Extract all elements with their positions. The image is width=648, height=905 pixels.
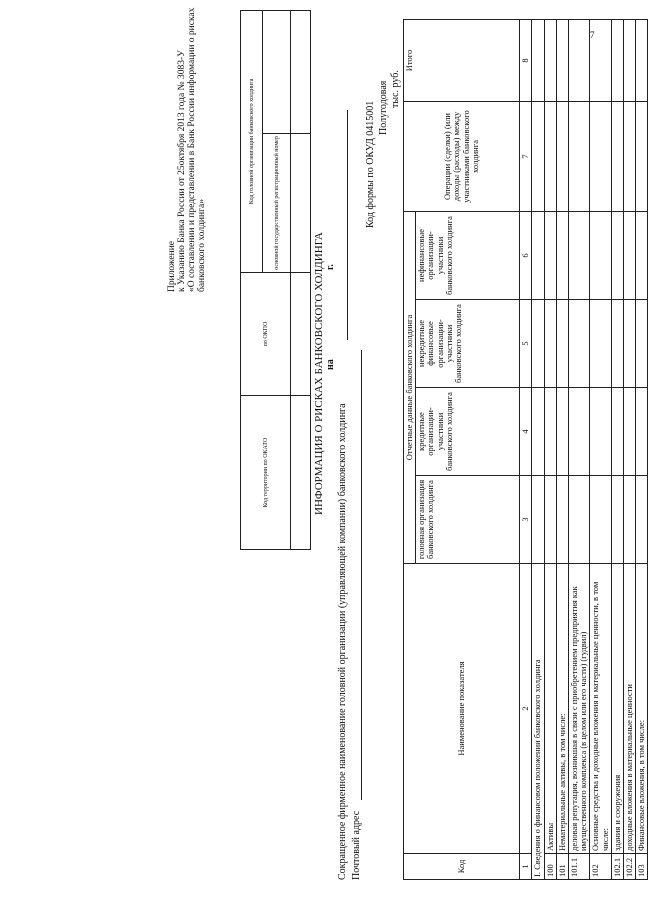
head-org-code-header: Код головной организации банковского холдинга [241,11,263,273]
data-cell[interactable] [532,102,544,212]
okato-code-header: Код территории по ОКАТО [241,396,291,550]
operations-column-header: Операции (сделки) (или доходы (расходы) между участниками банковского холдинга [404,102,520,212]
data-cell[interactable] [636,212,648,300]
data-cell[interactable] [636,300,648,388]
data-cell[interactable] [590,212,611,300]
data-cell[interactable] [624,20,636,102]
data-cell[interactable] [556,212,568,300]
okpo-code-header: по ОКПО [241,272,291,396]
short-name-label: Сокращенное фирменное наименование головной организации (управляющей компании) банковского холдинга [337,403,348,880]
table-row [611,20,623,880]
row-name: Нематериальные активы, в том числе: [556,564,568,854]
data-cell[interactable] [569,212,590,300]
data-cell[interactable] [532,300,544,388]
table-row [590,20,611,880]
reporting-data-header: Отчетные данные банковского холдинга [404,212,416,564]
row-name: Основные средства и доходные вложения в материальные ценности, в том числе: [590,564,611,854]
row-name: Активы [544,564,556,854]
data-cell[interactable] [556,476,568,564]
data-cell[interactable] [624,476,636,564]
table-row [556,20,568,880]
head-org-column-header: головная организация банковского холдинга [416,476,520,564]
row-name: здания и сооружения [611,564,623,854]
short-name-line[interactable] [347,110,348,340]
data-cell[interactable] [556,102,568,212]
appendix-line-3: «О составлении и представлении в Банк России информации о рисках [187,7,197,292]
nonfin-orgs-column-header: нефинансовые организации-участники банковского холдинга [416,212,520,300]
section-heading: I. Сведения о финансовом положении банковского холдинга [532,564,544,880]
data-cell[interactable] [556,20,568,102]
reg-number-extra-cell [263,11,291,134]
column-number: 2 [520,564,532,854]
row-name: деловая репутация, возникшая в связи с приобретением предприятия как имущественного комплекса (в целом или его части) (гудвил) [569,564,590,854]
data-cell[interactable] [624,212,636,300]
data-cell[interactable] [611,476,623,564]
data-cell[interactable] [532,212,544,300]
data-cell[interactable] [569,388,590,476]
total-column-header: Итого [404,20,520,102]
data-cell[interactable] [636,476,648,564]
column-number: 1 [520,854,532,880]
address-line[interactable] [361,350,362,800]
period-label: Полугодовая [378,80,389,135]
column-number: 5 [520,300,532,388]
row-code: 103 [636,854,648,880]
row-code: 101 [556,854,568,880]
data-cell[interactable] [569,300,590,388]
data-cell[interactable] [636,20,648,102]
okpo-code-value[interactable] [291,272,311,396]
form-code: Код формы по ОКУД 0415001 [365,100,376,228]
year-label: г. [325,264,336,270]
reg-number-value[interactable] [291,134,311,273]
data-cell[interactable] [611,102,623,212]
data-cell[interactable] [611,212,623,300]
data-cell[interactable] [590,300,611,388]
column-number: 3 [520,476,532,564]
row-code: 102.1 [611,854,623,880]
data-cell[interactable] [544,20,556,102]
name-column-header: Наименование показателя [404,564,520,854]
on-date-label: на [325,359,336,370]
reg-number-header: основной государственный регистрационный номер [263,134,291,273]
data-cell[interactable] [532,476,544,564]
data-cell[interactable] [544,102,556,212]
table-row [569,20,590,880]
rotated-page [165,0,647,880]
data-cell[interactable] [544,212,556,300]
appendix-line-2: к Указанию Банка России от 25октября 2013 года № 3083-У [177,50,187,292]
data-cell[interactable] [590,20,611,102]
data-cell[interactable] [590,388,611,476]
row-code: 102 [590,854,611,880]
data-cell[interactable] [556,388,568,476]
data-cell[interactable] [532,20,544,102]
page-number: 7 [590,30,595,40]
data-cell[interactable] [569,476,590,564]
data-cell[interactable] [590,476,611,564]
code-column-header: Код [404,854,520,880]
data-cell[interactable] [636,102,648,212]
table-row [544,20,556,880]
form-title: ИНФОРМАЦИЯ О РИСКАХ БАНКОВСКОГО ХОЛДИНГА [313,232,325,515]
row-code: 101.1 [569,854,590,880]
data-cell[interactable] [590,102,611,212]
data-cell[interactable] [611,388,623,476]
appendix-line-4: банковского холдинга» [197,199,207,292]
units-label: тыс. руб. [390,70,401,108]
address-label: Почтовый адрес [351,810,362,880]
data-cell[interactable] [611,20,623,102]
reg-number-extra-value[interactable] [291,11,311,134]
row-code: 102.2 [624,854,636,880]
data-cell[interactable] [611,300,623,388]
data-cell[interactable] [569,20,590,102]
code-box [240,10,311,550]
data-cell[interactable] [624,388,636,476]
data-cell[interactable] [556,300,568,388]
data-cell[interactable] [532,388,544,476]
data-cell[interactable] [624,102,636,212]
row-code: 100 [544,854,556,880]
table-row [636,20,648,880]
column-number: 4 [520,388,532,476]
column-number: 7 [520,102,532,212]
credit-orgs-column-header: кредитные организации-участники банковского холдинга [416,388,520,476]
main-table [403,19,648,880]
table-row [624,20,636,880]
data-cell[interactable] [636,388,648,476]
row-name: Финансовые вложения, в том числе: [636,564,648,854]
data-cell[interactable] [544,388,556,476]
data-cell[interactable] [544,476,556,564]
okato-code-value[interactable] [291,396,311,550]
data-cell[interactable] [624,300,636,388]
data-cell[interactable] [544,300,556,388]
column-number: 6 [520,212,532,300]
data-cell[interactable] [569,102,590,212]
noncredit-fin-orgs-column-header: некредитные финансовые организации-участники банковского холдинга [416,300,520,388]
row-name: доходные вложения в материальные ценности [624,564,636,854]
column-number: 8 [520,20,532,102]
appendix-line-1: Приложение [167,241,177,292]
